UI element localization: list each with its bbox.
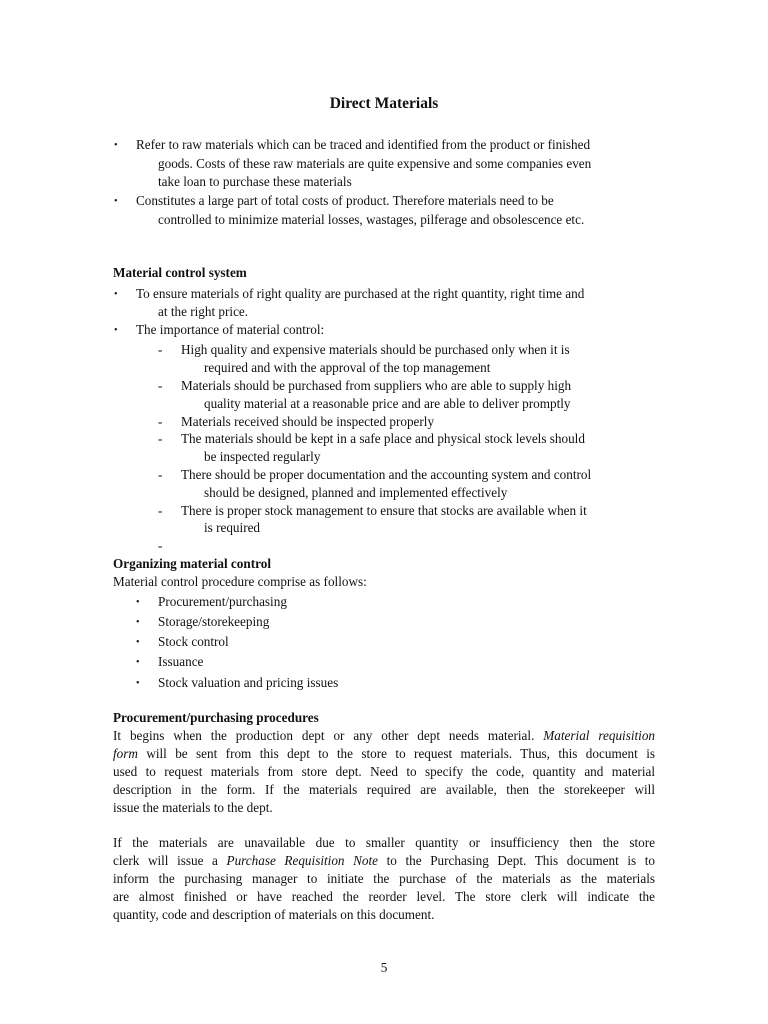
dash-item-line: There should be proper documentation and the accounting system and control xyxy=(181,467,592,482)
dash-item-line: be inspected regularly xyxy=(204,449,321,464)
dash-icon: - xyxy=(158,467,163,482)
intro-bullet-line: goods. Costs of these raw materials are quite expensive and some companies even xyxy=(158,156,592,171)
bullet-icon: • xyxy=(136,637,140,648)
intro-bullet-line: Refer to raw materials which can be traced and identified from the product or finished xyxy=(136,137,591,152)
paragraph-line xyxy=(113,852,655,870)
paragraph-line: If the materials are unavailable due to smaller quantity or insufficiency then the store xyxy=(113,835,655,850)
intro-bullet-line: take loan to purchase these materials xyxy=(158,174,352,189)
section-heading-organizing-material-control: Organizing material control xyxy=(113,556,271,571)
paragraph-line xyxy=(113,745,655,763)
intro-bullet-line: controlled to minimize material losses, wastages, pilferage and obsolescence etc. xyxy=(158,212,585,227)
dash-item-line: required and with the approval of the top management xyxy=(204,360,491,375)
paragraph-line: are almost finished or have reached the reorder level. The store clerk will indicate the xyxy=(113,889,655,904)
section-heading-procurement-procedures: Procurement/purchasing procedures xyxy=(113,710,319,725)
dash-icon: - xyxy=(158,342,163,357)
paragraph-line: used to request materials from store dept. Need to specify the code, quantity and material xyxy=(113,764,655,779)
text-run: clerk will issue a xyxy=(113,853,218,868)
dash-item-line: quality material at a reasonable price and are able to deliver promptly xyxy=(204,396,571,411)
page-title: Direct Materials xyxy=(329,95,439,112)
dash-icon: - xyxy=(158,503,163,518)
bullet-icon: • xyxy=(136,617,140,628)
text-run-italic: Purchase Requisition Note xyxy=(226,853,379,868)
list-item: Stock valuation and pricing issues xyxy=(158,675,339,690)
bullet-icon: • xyxy=(136,597,140,608)
page-number: 5 xyxy=(380,960,388,975)
section1-bullet-line: at the right price. xyxy=(158,304,249,319)
dash-icon: - xyxy=(158,538,163,553)
section2-intro: Material control procedure comprise as follows: xyxy=(113,574,367,589)
dash-item-line: should be designed, planned and implemented effectively xyxy=(204,485,508,500)
dash-item-line: The materials should be kept in a safe place and physical stock levels should xyxy=(181,431,585,446)
list-item: Issuance xyxy=(158,654,204,669)
paragraph-line: description in the form. If the materials required are available, then the storekeeper will xyxy=(113,782,655,797)
paragraph-line: quantity, code and description of materials on this document. xyxy=(113,907,435,922)
paragraph-line: inform the purchasing manager to initiate the purchase of the materials as the materials xyxy=(113,871,655,886)
bullet-icon: • xyxy=(136,657,140,668)
dash-item-line: There is proper stock management to ensure that stocks are available when it xyxy=(181,503,587,518)
list-item: Storage/storekeeping xyxy=(158,614,270,629)
text-run-italic: Material requisition xyxy=(543,728,656,743)
dash-icon: - xyxy=(158,378,163,393)
dash-icon: - xyxy=(158,414,163,429)
section-heading-material-control-system: Material control system xyxy=(113,265,247,280)
section1-bullet-line: To ensure materials of right quality are purchased at the right quantity, right time and xyxy=(136,286,585,301)
list-item: Procurement/purchasing xyxy=(158,594,287,609)
paragraph-material-requisition xyxy=(113,727,655,817)
bullet-icon: • xyxy=(136,678,140,689)
bullet-icon: • xyxy=(114,196,118,207)
paragraph-purchase-requisition xyxy=(113,834,655,924)
bullet-icon: • xyxy=(114,325,118,336)
dash-item-line: Materials received should be inspected properly xyxy=(181,414,435,429)
dash-item-line: is required xyxy=(204,520,261,535)
paragraph-line xyxy=(113,727,655,745)
text-run: will be sent from this dept to the store to request materials. Thus, this document is xyxy=(146,746,655,761)
list-item: Stock control xyxy=(158,634,229,649)
intro-bullet-line: Constitutes a large part of total costs of product. Therefore materials need to be xyxy=(136,193,554,208)
section1-bullet-line: The importance of material control: xyxy=(136,322,325,337)
bullet-icon: • xyxy=(114,140,118,151)
text-run: to the Purchasing Dept. This document is to xyxy=(386,853,656,868)
dash-icon: - xyxy=(158,431,163,446)
dash-item-line: High quality and expensive materials should be purchased only when it is xyxy=(181,342,570,357)
text-run-italic: form xyxy=(113,746,138,761)
paragraph-line: issue the materials to the dept. xyxy=(113,800,273,815)
dash-item-line: Materials should be purchased from suppliers who are able to supply high xyxy=(181,378,572,393)
bullet-icon: • xyxy=(114,289,118,300)
text-run: It begins when the production dept or any other dept needs material. xyxy=(113,728,535,743)
